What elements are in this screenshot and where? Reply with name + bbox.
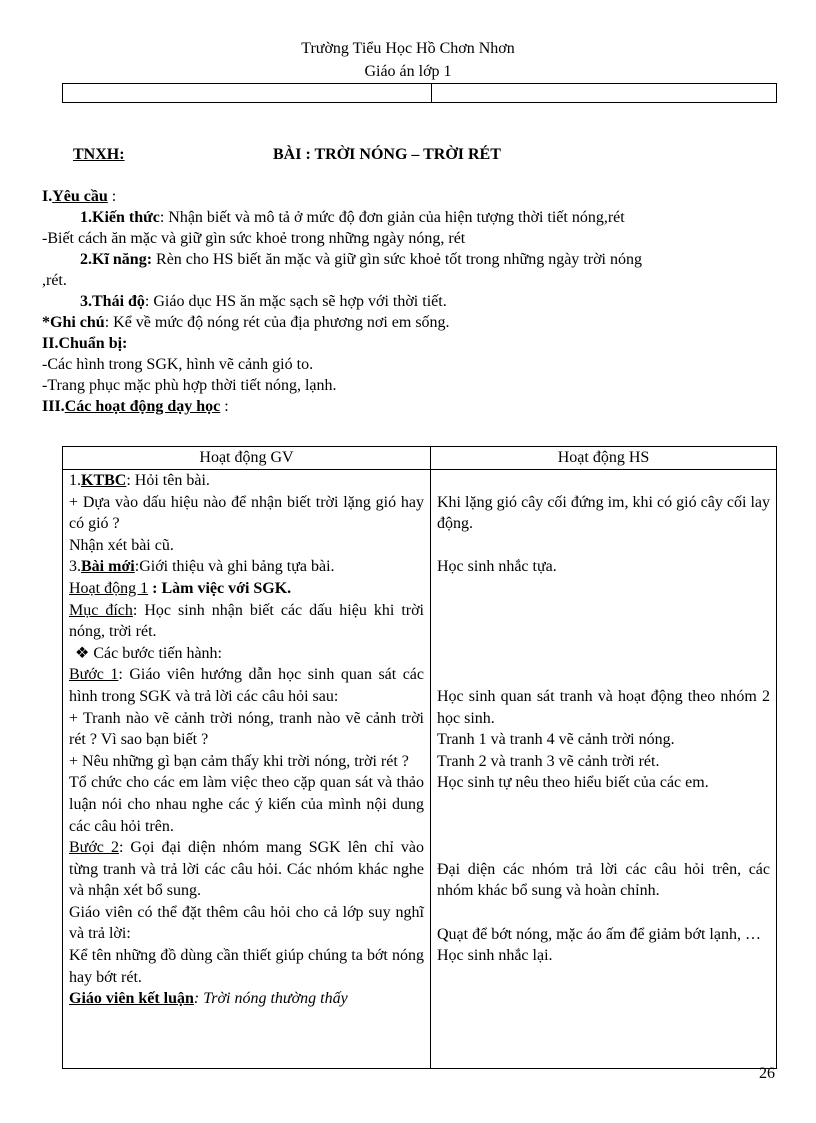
hs-line: Tranh 2 và tranh 3 vẽ cảnh trời rét. [437, 752, 660, 770]
gv-line: Giáo viên có thể đặt thêm câu hỏi cho cả lớp suy nghĩ và trả lời: [69, 903, 424, 943]
activities-heading: III.Các hoạt động dạy học : [42, 398, 229, 415]
gv-line: Bước 1: Giáo viên hướng dẫn học sinh quan sát các hình trong SGK và trả lời các câu hỏi sau: [69, 666, 425, 705]
gv-line: + Dựa vào dấu hiệu nào để nhận biết trời lặng gió hay có gió ? [69, 493, 424, 533]
subject-label: TNXH: [73, 146, 125, 163]
preparation-item: -Các hình trong SGK, hình vẽ cảnh gió to. [42, 356, 314, 373]
gv-line: Nhận xét bài cũ. [69, 536, 174, 554]
gv-line: + Tranh nào vẽ cảnh trời nóng, tranh nào vẽ cảnh trời rét ? Vì sao bạn biết ? [69, 709, 424, 749]
hs-line: Quạt để bớt nóng, mặc áo ấm để giảm bớt lạnh, … [437, 925, 761, 943]
student-activities-cell [431, 470, 777, 1069]
header-empty-cell-left [63, 84, 432, 103]
gv-line: + Nêu những gì bạn cảm thấy khi trời nóng, trời rét ? [69, 752, 409, 770]
hs-line: Học sinh nhắc lại. [437, 947, 553, 965]
header-empty-cell-right [432, 84, 777, 103]
hs-line: Học sinh quan sát tranh và hoạt động theo nhóm 2 học sinh. [437, 687, 770, 727]
lesson-body [42, 186, 782, 417]
gv-line: 1.KTBC: Hỏi tên bài. [69, 472, 210, 489]
requirements-heading: I.Yêu cầu : [42, 188, 117, 205]
page-subtitle: Giáo án lớp 1 [364, 63, 452, 80]
school-name: Trường Tiểu Học Hồ Chơn Nhơn [301, 40, 515, 57]
header-empty-table [62, 83, 777, 103]
gv-line: Hoạt động 1 : Làm việc với SGK. [69, 579, 292, 597]
skill-line: 2.Kĩ năng: Rèn cho HS biết ăn mặc và giữ gìn sức khoẻ tốt trong những ngày trời nóng [80, 251, 642, 268]
knowledge-extra-line: -Biết cách ăn mặc và giữ gìn sức khoẻ trong những ngày nóng, rét [42, 230, 466, 247]
note-line: *Ghi chú: Kể về mức độ nóng rét của địa phương nơi em sống. [42, 314, 450, 331]
gv-line: ❖ Các bước tiến hành: [75, 644, 222, 662]
page-number: 26 [759, 1065, 775, 1082]
gv-line: Bước 2: Gọi đại diện nhóm mang SGK lên chỉ vào từng tranh và trả lời các câu hỏi. Các nhóm khác nghe và nhận xét bổ sung. [69, 839, 425, 900]
preparation-heading: II.Chuẩn bị: [42, 335, 128, 352]
knowledge-line: 1.Kiến thức: Nhận biết và mô tả ở mức độ đơn giản của hiện tượng thời tiết nóng,rét [80, 209, 625, 226]
teacher-activities-cell [63, 470, 431, 1069]
activities-table [62, 446, 777, 1069]
hs-line: Học sinh nhắc tựa. [437, 558, 557, 576]
student-column-header: Hoạt động HS [431, 447, 777, 470]
skill-line-cont: ,rét. [42, 272, 67, 289]
gv-line: 3.Bài mới:Giới thiệu và ghi bảng tựa bài. [69, 558, 335, 576]
diamond-bullet-icon: ❖ [75, 644, 90, 662]
hs-line: Học sinh tự nêu theo hiểu biết của các em. [437, 774, 709, 792]
hs-line: Khi lặng gió cây cối đứng im, khi có gió cây cối lay động. [437, 493, 770, 533]
preparation-item: -Trang phục mặc phù hợp thời tiết nóng, lạnh. [42, 377, 337, 394]
lesson-title: BÀI : TRỜI NÓNG – TRỜI RÉT [273, 146, 501, 163]
gv-line: Mục đích: Học sinh nhận biết các dấu hiệu khi trời nóng, trời rét. [69, 601, 425, 641]
gv-line: Kể tên những đồ dùng cần thiết giúp chúng ta bớt nóng hay bớt rét. [69, 947, 424, 986]
teacher-column-header: Hoạt động GV [63, 447, 431, 470]
hs-line: Tranh 1 và tranh 4 vẽ cảnh trời nóng. [437, 731, 675, 749]
gv-line: Tổ chức cho các em làm việc theo cặp quan sát và thảo luận nói cho nhau nghe các ý kiến của mình nội dung các câu hỏi trên. [69, 774, 424, 835]
attitude-line: 3.Thái độ: Giáo dục HS ăn mặc sạch sẽ hợp với thời tiết. [80, 293, 447, 310]
gv-line: Giáo viên kết luận: Trời nóng thường thấy [69, 990, 348, 1008]
hs-line: Đại diện các nhóm trả lời các câu hỏi trên, các nhóm khác bổ sung và hoàn chỉnh. [437, 860, 770, 900]
